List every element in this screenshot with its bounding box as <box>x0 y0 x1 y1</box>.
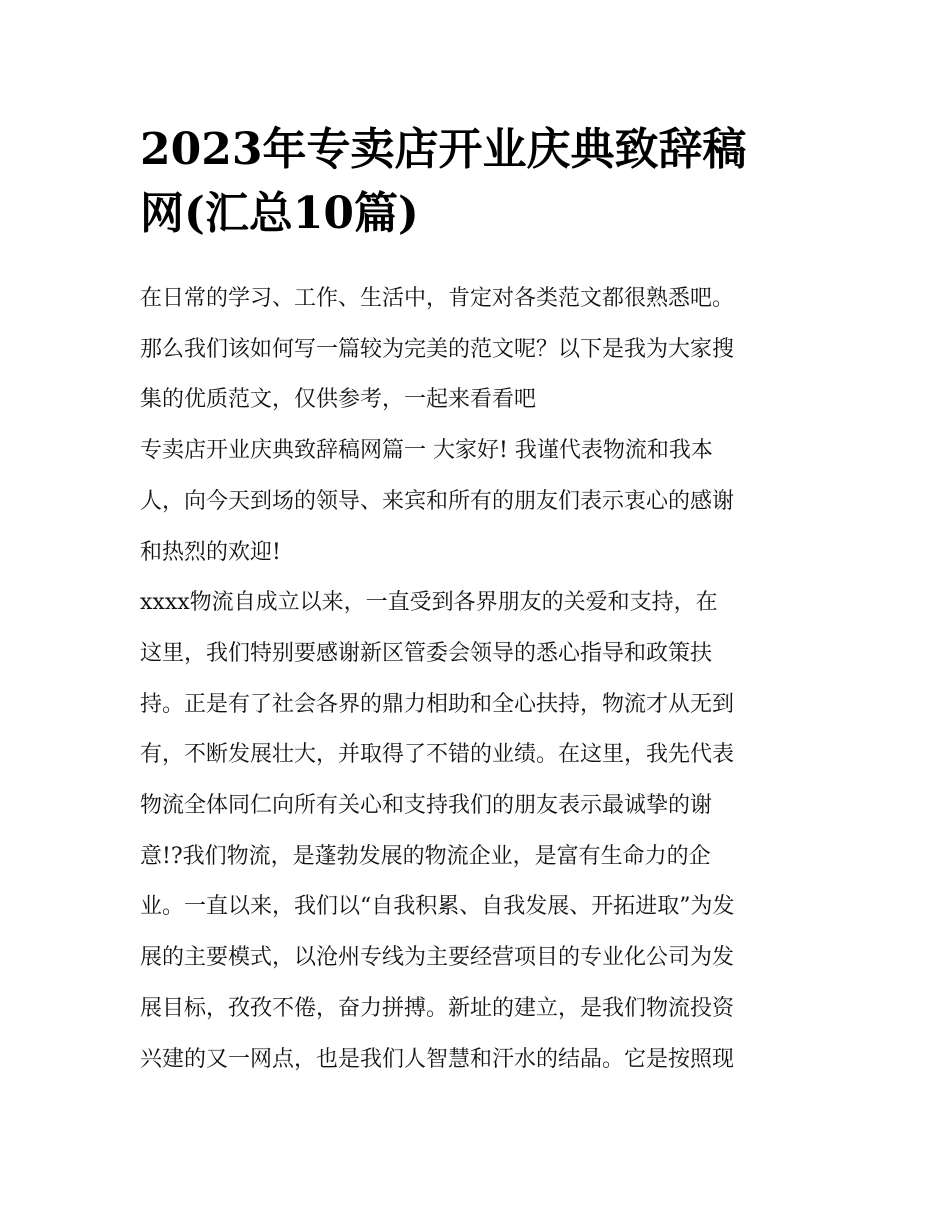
body-line: 有，不断发展壮大，并取得了不错的业绩。在这里，我先代表 <box>140 742 735 768</box>
body-line: 专卖店开业庆典致辞稿网篇一 大家好! 我谨代表物流和我本 <box>140 438 713 464</box>
body-line: 展的主要模式，以沧州专线为主要经营项目的专业化公司为发 <box>140 945 735 971</box>
body-line: 人，向今天到场的领导、来宾和所有的朋友们表示衷心的感谢 <box>140 488 735 514</box>
body-line: 物流全体同仁向所有关心和支持我们的朋友表示最诚挚的谢 <box>140 793 713 819</box>
document-body <box>140 274 812 1085</box>
body-line: 这里，我们特别要感谢新区管委会领导的悉心指导和政策扶 <box>140 640 713 666</box>
body-line: 在日常的学习、工作、生活中，肯定对各类范文都很熟悉吧。 <box>140 286 735 311</box>
title-line: 2023年专卖店开业庆典致辞稿 <box>140 124 747 175</box>
body-line: 和热烈的欢迎! <box>140 539 281 565</box>
body-line: 持。正是有了社会各界的鼎力相助和全心扶持，物流才从无到 <box>140 691 735 717</box>
body-line: 展目标，孜孜不倦，奋力拼搏。新址的建立，是我们物流投资 <box>140 995 735 1021</box>
body-line: 那么我们该如何写一篇较为完美的范文呢？以下是我为大家搜 <box>140 336 735 362</box>
body-line: 集的优质范文，仅供参考，一起来看看吧 <box>140 387 537 413</box>
body-line: 意!?我们物流，是蓬勃发展的物流企业，是富有生命力的企 <box>140 843 711 869</box>
title-line: 网(汇总10篇) <box>140 188 419 239</box>
document-title <box>140 118 820 246</box>
body-line: 兴建的又一网点，也是我们人智慧和汗水的结晶。它是按照现 <box>140 1046 735 1072</box>
body-line: 业。一直以来，我们以“自我积累、自我发展、开拓进取”为发 <box>140 894 735 920</box>
body-line: xxxx物流自成立以来，一直受到各界朋友的关爱和支持，在 <box>140 590 718 616</box>
